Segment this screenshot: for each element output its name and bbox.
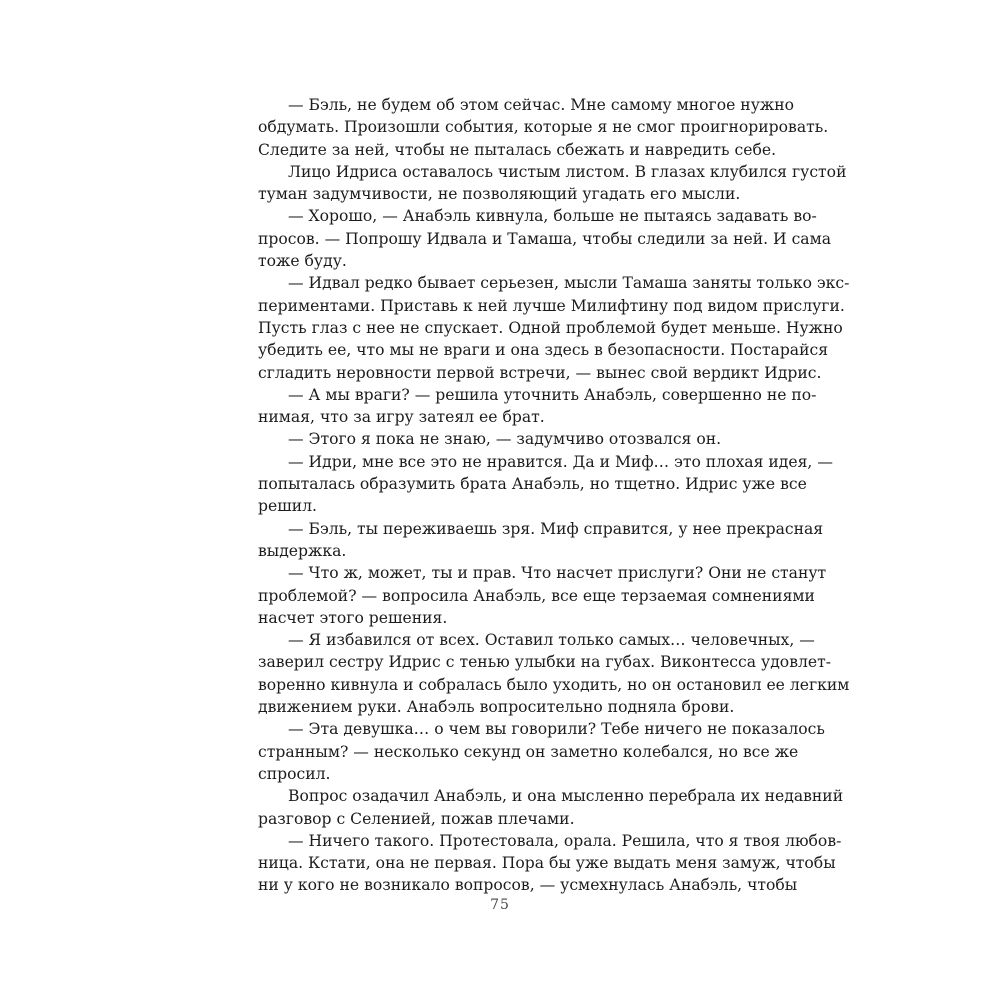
text-line: — Бэль, ты переживаешь зря. Миф справится, у нее прекрасная [288,519,824,538]
text-line: проблемой? — вопросила Анабэль, все еще терзаемая сомнениями [258,586,815,605]
text-line: Следите за ней, чтобы не пыталась сбежать и навредить себе. [258,140,777,159]
text-line: — Хорошо, — Анабэль кивнула, больше не пытаясь задавать во- [288,207,817,226]
text-line: попыталась образумить брата Анабэль, но тщетно. Идрис уже все [258,475,807,494]
text-line: решил. [258,497,317,516]
text-line: тоже буду. [258,252,347,271]
text-line: — А мы враги? — решила уточнить Анабэль, совершенно не по- [288,385,817,404]
text-line: спросил. [258,764,331,783]
text-line: ни у кого не возникало вопросов, — усмехнулась Анабэль, чтобы [258,876,798,895]
text-line: Вопрос озадачил Анабэль, и она мысленно перебрала их недавний [288,787,844,806]
text-line: убедить ее, что мы не враги и она здесь в безопасности. Постарайся [258,341,829,360]
text-line: туман задумчивости, не позволяющий угадать его мысли. [258,185,741,204]
text-line: — Бэль, не будем об этом сейчас. Мне самому многое нужно [288,96,794,114]
text-line: — Идвал редко бывает серьезен, мысли Тамаша заняты только экс- [288,274,850,293]
text-line: ница. Кстати, она не первая. Пора бы уже выдать меня замуж, чтобы [258,854,836,873]
text-line: — Этого я пока не знаю, — задумчиво отозвался он. [288,430,722,449]
text-line: периментами. Приставь к ней лучше Милифтину под видом прислуги. [258,296,845,315]
text-line: воренно кивнула и собралась было уходить, но он остановил ее легким [258,675,850,694]
page-number: 75 [490,897,510,913]
text-line: Пусть глаз с нее не спускает. Одной проблемой будет меньше. Нужно [258,318,843,337]
text-line: нимая, что за игру затеял ее брат. [258,408,545,427]
text-line: насчет этого решения. [258,608,448,627]
text-line: — Идри, мне все это не нравится. Да и Миф… это плохая идея, — [288,452,833,471]
text-line: движением руки. Анабэль вопросительно подняла брови. [258,698,735,717]
text-line: — Эта девушка… о чем вы говорили? Тебе ничего не показалось [288,720,825,739]
text-line: просов. — Попрошу Идвала и Тамаша, чтобы следили за ней. И сама [258,229,832,248]
text-line: обдумать. Произошли события, которые я не смог проигнорировать. [258,118,829,137]
text-line: заверил сестру Идрис с тенью улыбки на губах. Виконтесса удовлет- [258,653,832,672]
text-line: — Что ж, может, ты и прав. Что насчет прислуги? Они не станут [288,564,827,583]
text-line: разговор с Селенией, пожав плечами. [258,809,575,828]
text-line: Лицо Идриса оставалось чистым листом. В глазах клубился густой [288,162,847,181]
text-line: сгладить неровности первой встречи, — вынес свой вердикт Идрис. [258,363,822,382]
text-line: — Ничего такого. Протестовала, орала. Решила, что я твоя любов- [288,831,842,850]
text-line: — Я избавился от всех. Оставил только самых… человечных, — [288,631,815,650]
text-line: странным? — несколько секунд он заметно колебался, но все же [258,742,799,761]
page-body-text [258,94,850,897]
text-line: выдержка. [258,541,347,560]
